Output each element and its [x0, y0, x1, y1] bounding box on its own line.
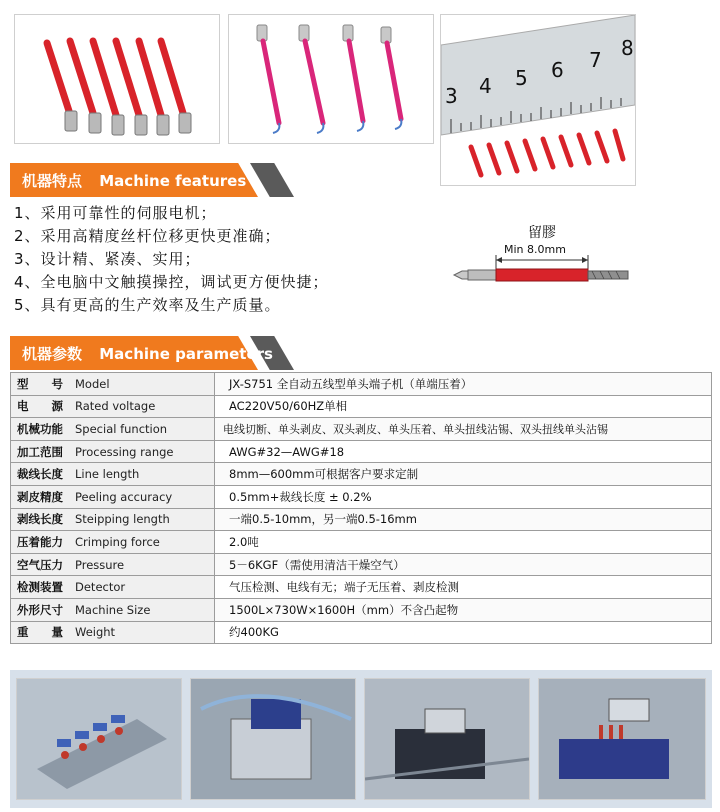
param-label-en: Model [75, 376, 110, 391]
param-label-en: Pressure [75, 557, 125, 572]
features-list [14, 202, 329, 317]
param-label-cn: 剥线长度 [17, 512, 63, 527]
wire-diagram [448, 222, 638, 292]
machine-photo-1-illustration [17, 679, 181, 799]
table-row [11, 576, 712, 599]
table-row [11, 373, 712, 396]
table-row [11, 485, 712, 508]
feature-item: 1、采用可靠性的伺服电机； [14, 204, 217, 222]
param-value: 0.5mm+裁线长度 ± 0.2% [215, 485, 712, 508]
param-value: 2.0吨 [215, 531, 712, 554]
param-label-cn: 剥皮精度 [17, 489, 63, 504]
param-label-en: Rated voltage [75, 399, 156, 414]
wire-diagram-drawing [448, 222, 638, 292]
params-header-en: Machine parameters [99, 345, 273, 363]
feature-item: 5、具有更高的生产效率及生产质量。 [14, 296, 281, 314]
machine-photo-4-illustration [539, 679, 705, 799]
param-value: AC220V50/60HZ单相 [215, 395, 712, 418]
machine-photo-4 [538, 678, 706, 800]
table-row [11, 598, 712, 621]
product-photo-crimped-wires [14, 14, 220, 144]
param-value: JX-S751 全自动五线型单头端子机（单端压着） [215, 373, 712, 396]
param-value: 1500L×730W×1600H（mm）不含凸起物 [215, 598, 712, 621]
crimped-wires-illustration [15, 15, 219, 143]
table-row [11, 395, 712, 418]
param-label-en: Processing range [75, 444, 174, 459]
param-label-en: Detector [75, 580, 126, 595]
param-label-cn: 压着能力 [17, 534, 63, 549]
features-header-cn: 机器特点 [22, 172, 83, 190]
product-photo-twisted-wires [228, 14, 434, 144]
param-value: 约400KG [215, 621, 712, 644]
product-photo-ruler [440, 14, 636, 186]
diagram-title: 留膠 [528, 225, 556, 241]
param-label-cn: 型 号 [17, 376, 63, 391]
param-value: 气压检测、电线有无；端子无压着、剥皮检测 [215, 576, 712, 599]
param-label-en: Special function [75, 421, 168, 436]
param-label-cn: 电 源 [17, 399, 63, 414]
param-label-cn: 加工范围 [17, 444, 63, 459]
table-row [11, 531, 712, 554]
param-label-en: Crimping force [75, 534, 160, 549]
param-value: 5－6KGF（需使用清洁干燥空气） [215, 553, 712, 576]
machine-photo-3 [364, 678, 530, 800]
param-label-en: Peeling accuracy [75, 489, 173, 504]
param-value: 电线切断、单头剥皮、双头剥皮、单头压着、单头扭线沾锡、双头扭线单头沾锡 [215, 418, 712, 441]
param-label-cn: 机械功能 [17, 421, 63, 436]
table-row [11, 553, 712, 576]
diagram-dimension-label: Min 8.0mm [504, 243, 566, 256]
param-label-en: Weight [75, 625, 116, 640]
table-row [11, 508, 712, 531]
machine-photo-1 [16, 678, 182, 800]
feature-item: 2、采用高精度丝杆位移更快更准确； [14, 227, 281, 245]
param-label-en: Steipping length [75, 512, 170, 527]
machine-photos-band [10, 670, 712, 808]
machine-photo-2-illustration [191, 679, 355, 799]
ruler-number: 4 [479, 74, 492, 98]
feature-item: 3、设计精、紧凑、实用； [14, 250, 201, 268]
params-table [10, 372, 712, 644]
param-label-cn: 空气压力 [17, 557, 63, 572]
ruler-number: 8 [621, 36, 634, 60]
ruler-number: 3 [445, 84, 458, 108]
table-row [11, 621, 712, 644]
param-value: AWG#32—AWG#18 [215, 440, 712, 463]
param-label-cn: 外形尺寸 [17, 602, 63, 617]
param-value: 一端0.5-10mm，另一端0.5-16mm [215, 508, 712, 531]
table-row [11, 440, 712, 463]
features-header [10, 163, 280, 197]
twisted-wires-illustration [229, 15, 433, 143]
ruler-illustration [441, 15, 635, 185]
param-label-cn: 裁线长度 [17, 467, 63, 482]
ruler-number: 5 [515, 66, 528, 90]
table-row [11, 418, 712, 441]
params-header-cn: 机器参数 [22, 345, 83, 363]
machine-photo-3-illustration [365, 679, 529, 799]
param-label-en: Line length [75, 467, 140, 482]
feature-item: 4、全电脑中文触摸操控，调试更方便快捷； [14, 273, 329, 291]
ruler-number: 6 [551, 58, 564, 82]
machine-photo-2 [190, 678, 356, 800]
param-value: 8mm—600mm可根据客户要求定制 [215, 463, 712, 486]
features-header-en: Machine features [99, 172, 247, 190]
param-label-cn: 检测装置 [17, 580, 63, 595]
param-label-cn: 重 量 [17, 625, 63, 640]
table-row [11, 463, 712, 486]
param-label-en: Machine Size [75, 602, 151, 617]
ruler-number: 7 [589, 48, 602, 72]
params-header [10, 336, 280, 370]
